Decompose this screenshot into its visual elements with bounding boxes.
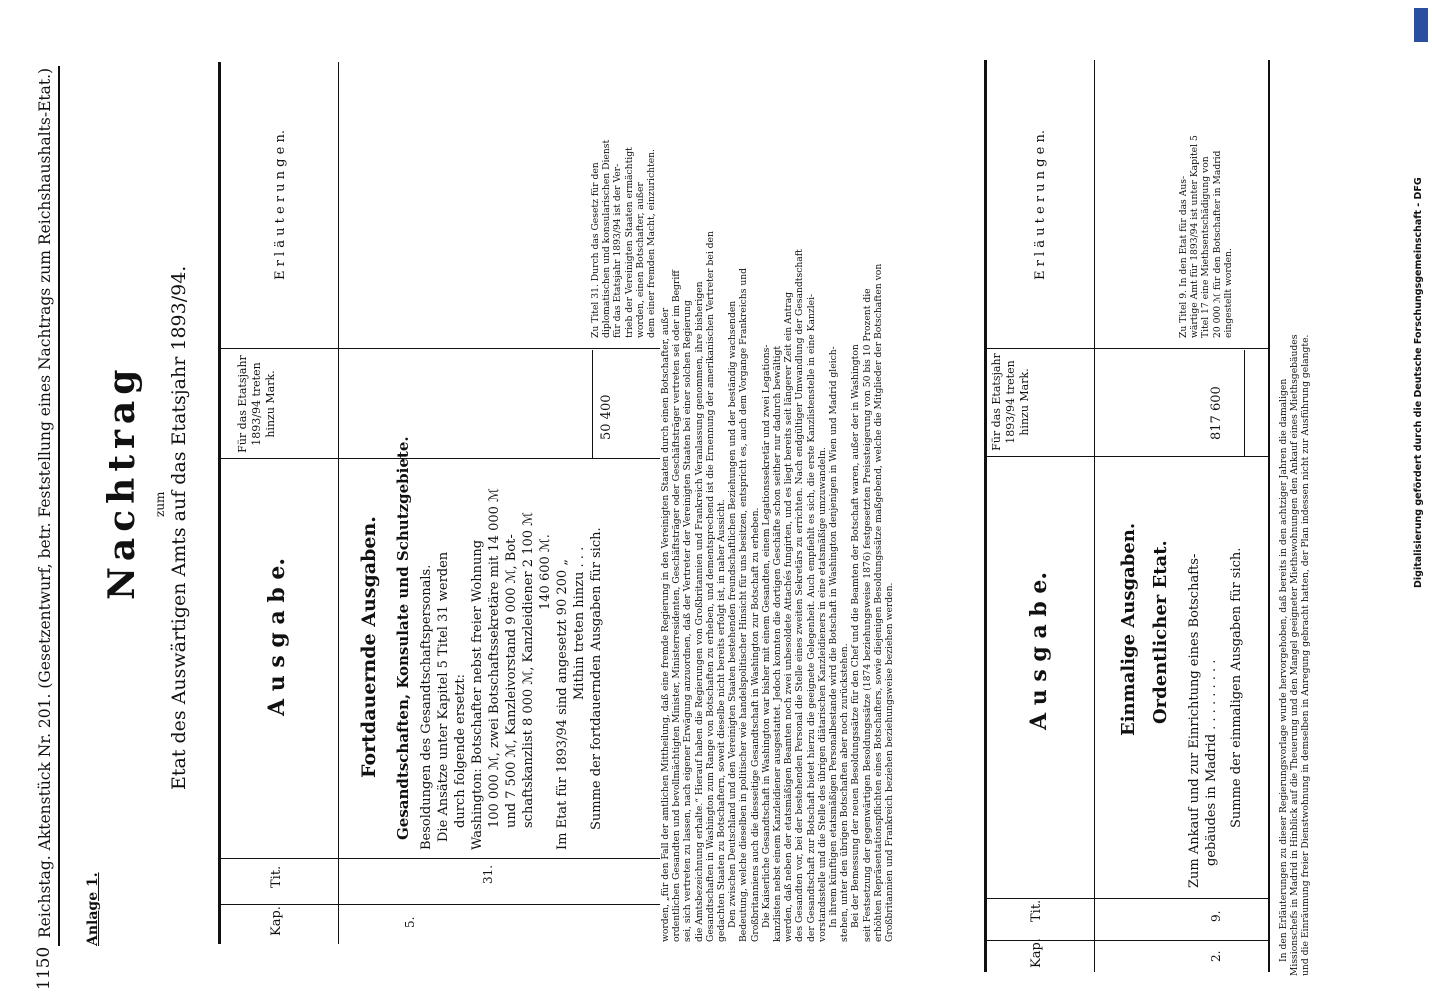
table2-section-title: Einmalige Ausgaben. <box>1118 522 1139 736</box>
table1-row-3: durch folgende ersetzt: <box>453 674 468 828</box>
table2-header-tit: Tit. <box>1029 899 1044 922</box>
body-line-21: Großbritannien und Frankreich beziehen beziehungsweise beziehen werden. <box>884 582 896 942</box>
table1-row-10: Mithin treten hinzu . . . <box>572 546 587 700</box>
table2-header-kap: Kap. <box>1029 938 1044 968</box>
dfg-logo <box>1414 8 1428 42</box>
body-line-15: vorstandsstelle und die Stelle des übrigen diätarischen Kanzleidieners in eine etatsmäßige umzuwandeln. <box>816 447 828 942</box>
table1-header-betrag-text: Für das Etatsjahr 1893/94 treten hinzu Mark. <box>236 355 277 453</box>
table2-note-5: eingestellt worden. <box>1222 248 1234 338</box>
table1-note-2: diplomatischen und konsularischen Dienst <box>601 139 613 338</box>
table1-row-5: 100 000 ℳ, zwei Botschaftssekretäre mit 14 000 ℳ <box>487 488 502 828</box>
annex-label: Anlage 1. <box>85 872 101 946</box>
footer-line-2: Missionschefs in Madrid in Hinblick auf die Theuerung und den Mangel geeigneter Miethswohnungen den Ankauf eines Miethsgebäudes <box>1289 334 1301 976</box>
document-title: Nachtrag <box>101 363 143 600</box>
table1-row-11: Summe der fortdauernden Ausgaben für sich. <box>589 527 604 830</box>
table1-tit-value: 31. <box>481 864 495 884</box>
table1-note-1: Zu Titel 31. Durch das Gesetz für den <box>590 162 601 338</box>
table1-top-rule <box>218 62 221 944</box>
body-line-7: Den zwischen Deutschland und den Vereinigten Staaten bestehenden freundschaftlichen Beziehungen und der beständig wachsenden <box>727 300 739 928</box>
table1-header-tit: Tit. <box>269 865 284 888</box>
table2-sum-rule <box>1244 350 1245 456</box>
body-line-18: Bei der Bemessung der neuen Besoldungssätze für den Chef und die Beamten der Botschaft waren, außer der in Washington <box>850 344 862 928</box>
body-line-10: Die Kaiserliche Gesandtschaft in Washington war bisher mit einem Gesandten, einem Legationssekretär und zwei Legations- <box>760 344 772 928</box>
table1-note-3: für das Etatsjahr 1893/94 ist der Ver- <box>612 163 624 338</box>
page-number: 1150 <box>34 946 54 990</box>
table1-note-4: trieb der Vereinigten Staaten ermächtigt <box>623 147 635 338</box>
body-line-12: werden, daß neben der etatsmäßigen Beamten noch zwei unbesoldete Attachés fungirten, und es liegt bereits seit längerer Zeit ein Antrag <box>783 291 795 942</box>
table1-amount: 50 400 <box>599 394 614 440</box>
table1-row-9: Im Etat für 1893/94 sind angesetzt 90 200 „ <box>555 558 570 850</box>
table1-row-1: Besoldungen des Gesandtschaftspersonals. <box>419 564 434 850</box>
table2-note-3: Titel 17 eine Miethsentschädigung von <box>1200 156 1212 338</box>
table1-header-rule <box>338 62 339 944</box>
table2-note-2: wärtige Amt für 1893/94 ist unter Kapitel 5 <box>1189 135 1201 338</box>
body-line-19: seit Festsetzung der gegenwärtigen Besoldungssätze (1874 beziehungsweise 1876) festgesetzten Preissteigerung von 50 bis 10 Prozent die <box>861 288 873 942</box>
table2-header-rule <box>1094 60 1095 972</box>
body-line-2: ordentlichen Gesandten und bevollmächtigten Minister, Ministerresidenten, Geschäftsträger oder Geschäftsträger vertreten sei oder im Begriff <box>671 270 683 942</box>
table1-row-6: und 7 500 ℳ, Kanzleivorstand 9 000 ℳ, Bot- <box>504 534 519 828</box>
body-text <box>660 231 895 942</box>
table1-header-betrag <box>236 352 278 456</box>
table2-header-ausgabe: A u s g a b e. <box>1026 571 1052 730</box>
body-line-8: Bedeutung, welche dieselben in politischer wie handelspolitischer Hinsicht für uns besitzen, entspricht es, auch dem Vorgange Frankreichs und <box>738 267 750 942</box>
table1-col-rule-tit <box>218 858 660 859</box>
body-line-14: der Gesandtschaft zur Botschaft bietet hierzu die geeignete Gelegenheit. Auch empfiehlt es sich, die erste Kanzlistenstelle in eine Kanzlei- <box>805 293 817 942</box>
table1-row-2: Die Ansätze unter Kapitel 5 Titel 31 werden <box>436 551 451 842</box>
table2-note-4: 20 000 ℳ für den Botschafter in Madrid <box>1211 150 1223 338</box>
table2-header-betrag <box>990 350 1032 454</box>
table2-top-rule <box>984 60 987 972</box>
table2-col-rule-kap <box>984 940 1268 941</box>
table2-row-2: gebäudes in Madrid . . . . . . . . . <box>1204 659 1219 866</box>
table1-col-rule-amount-left <box>218 458 660 459</box>
footer-line-1: In den Erläuterungen zu dieser Regierungsvorlage wurde hervorgehoben, daß bereits in den achtziger Jahren die damaligen <box>1278 378 1289 962</box>
footer-text <box>1278 335 1312 976</box>
table1-notes <box>590 140 657 338</box>
footer-line-3: und die Einräumung freier Dienstwohnung in demselben in Anregung gebracht hatten, der Plan indessen nicht zur Ausführung gelangte. <box>1300 334 1312 976</box>
table2-header-erl: E r l ä u t e r u n g e n. <box>1033 130 1048 280</box>
table2-col-rule-amount-left <box>984 456 1268 457</box>
table2-kap-value: 2. <box>1209 950 1223 962</box>
table2-notes <box>1178 135 1234 338</box>
table1-note-6: dem einer fremden Macht, einzurichten. <box>646 149 658 338</box>
table2-tit-value: 9. <box>1209 910 1223 922</box>
table1-col-rule-amount-right <box>218 348 660 349</box>
table2-rows <box>1186 548 1245 888</box>
body-line-17: stehen, unter den übrigen Botschaften aber noch zurückstehen. <box>839 643 851 942</box>
digitization-credit: Digitalisierung gefördert durch die Deutsche Forschungsgemeinschaft - DFG <box>1413 177 1424 588</box>
table1-header-erl: E r l ä u t e r u n g e n. <box>273 130 288 280</box>
body-line-16: In ihrem künftigen etatsmäßigen Personalbestande wird die Botschaft in Washington denjenigen in Wien und Madrid gleich- <box>828 346 840 928</box>
table1-col-rule-kap <box>218 904 660 905</box>
table2-col-rule-tit <box>984 898 1268 899</box>
body-line-3: sei, sich vertreten zu lassen, nach eigener Erwägung anzuordnen, daß der Vertreter der Vereinigten Staaten bei einer solchen Regierung <box>682 300 694 942</box>
table1-row-7: schaftskanzlist 8 000 ℳ, Kanzleidiener 2 100 ℳ <box>521 511 536 828</box>
body-line-13: des Gesandten vor, bei der bestehenden Personal die Stelle eines zweiten Sekretärs zu errichten. Nach endgültiger Umwandlung der Gesandtschaft <box>794 249 806 942</box>
table1-rows <box>418 488 605 850</box>
table1-subsection: Gesandtschaften, Konsulate und Schutzgebiete. <box>394 436 412 840</box>
table1-row-4: Washington: Botschafter nebst freier Wohnung <box>470 539 485 850</box>
running-title: Reichstag. Aktenstück Nr. 201. (Gesetzentwurf, betr. Feststellung eines Nachtrags zum Reichshaushalts-Etat.) <box>36 67 54 938</box>
table2-amount: 817 600 <box>1209 386 1224 440</box>
table2-note-1: Zu Titel 9. In den Etat für das Aus- <box>1178 175 1189 338</box>
table1-note-5: worden, einen Botschafter, außer <box>634 182 646 338</box>
document-subtitle: Etat des Auswärtigen Amts auf das Etatsjahr 1893/94. <box>168 265 190 790</box>
body-line-11: kanzlisten nebst einem Kanzleidiener ausgestattet. Jedoch konnten die dortigen Geschäfte schon seither nur dadurch bewältigt <box>772 345 784 942</box>
table2-subsection: Ordentlicher Etat. <box>1150 540 1171 724</box>
body-line-1: worden, „für den Fall der amtlichen Mittheilung, daß eine fremde Regierung in den Vereinigten Staaten durch einen Botschafter, außer <box>660 307 671 942</box>
title-zum: zum <box>153 491 167 517</box>
table1-section-title: Fortdauernde Ausgaben. <box>358 516 380 778</box>
table1-row-8: 140 600 ℳ. <box>538 534 553 610</box>
header-underline <box>58 66 60 946</box>
table2-header-betrag-text: Für das Etatsjahr 1893/94 treten hinzu Mark. <box>990 353 1031 451</box>
table2-row-3: Summe der einmaligen Ausgaben für sich. <box>1229 547 1244 828</box>
table1-header-ausgabe: A u s g a b e. <box>264 557 290 716</box>
table2-row-1: Zum Ankauf und zur Einrichtung eines Botschafts- <box>1187 553 1202 888</box>
body-line-5: Gesandtschaften in Washington zum Range von Botschaften zu erheben, und dementsprechend ist die Ernennung der amerikanischen Vertreter bei den <box>704 231 716 942</box>
body-line-6: gedachten Staaten zu Botschaftern, soweit dieselbe nicht bereits erfolgt ist, in naher Aussicht. <box>716 499 728 942</box>
table2-bottom-rule <box>1268 60 1270 972</box>
table1-sum-rule <box>592 350 593 458</box>
body-line-20: erhöhten Repräsentationspflichten eines Botschafters, sowie diejenigen Besoldungssätze maßgebend, welche die Mitglieder der Botschaften von <box>872 263 884 942</box>
body-line-4: die Amtsbezeichnung erhalte.“ Hierauf haben die Regierungen von Großbritannien und Frankreich Veranlassung genommen, ihre bisherigen <box>693 281 705 942</box>
table2-col-rule-amount-right <box>984 348 1268 349</box>
table1-header-kap: Kap. <box>269 906 284 936</box>
table1-kap-value: 5. <box>403 916 417 928</box>
body-line-9: Großbritanniens auch die diesseitige Gesandtschaft in Washington zur Botschaft zu erheben. <box>749 507 761 942</box>
